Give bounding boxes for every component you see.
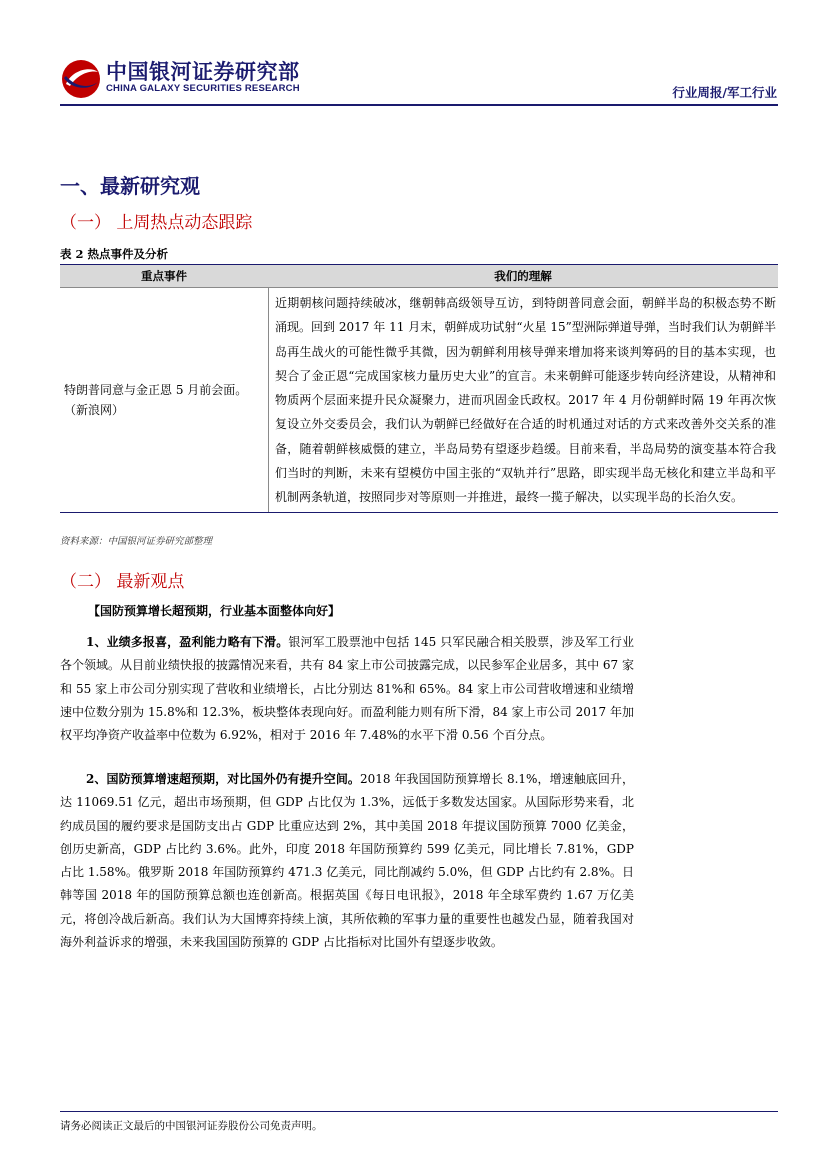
table-cell-analysis: 近期朝核问题持续破冰，继朝韩高级领导互访，到特朗普同意会面，朝鲜半岛的积极态势不断涌现。回到 2017 年 11 月末，朝鲜成功试射“火星 15”型洲际弹道导弹，当时我们认为朝鲜半岛再生战火的可能性微乎其微，因为朝鲜利用核导弹来增加将来谈判筹码的目的基本实现，也契合了金正恩“完成国家核力量历史大业”的宣言。未来朝鲜可能逐步转向经济建设，从精神和物质两个层面来提升民众凝聚力，进而巩固金氏政权。2017 年 4 月份朝鲜时隔 19 年再次恢复设立外交委员会，我们认为朝鲜已经做好在合适的时机通过对话的方式来改善外交关系的准备，随着朝鲜核威慑的建立，半岛局势有望逐步趋缓。目前来看，半岛局势的演变基本符合我们当时的判断，未来有望模仿中国主张的“双轨并行”思路，即实现半岛无核化和建立半岛和平机制两条轨道，按照同步对等原则一并推进，最终一揽子解决，以实现半岛的长治久安。 xyxy=(275,296,776,505)
brand-name-en: CHINA GALAXY SECURITIES RESEARCH xyxy=(106,83,300,94)
galaxy-logo-icon xyxy=(60,58,102,100)
paragraph-defense-budget-lead: 2、国防预算增速超预期，对比国外仍有提升空间。 xyxy=(86,772,360,786)
paragraph-defense-budget xyxy=(60,768,634,954)
footer-disclaimer: 请务必阅读正文最后的中国银河证券股份公司免责声明。 xyxy=(60,1120,323,1132)
paragraph-earnings-lead: 1、业绩多报喜，盈利能力略有下滑。 xyxy=(86,635,289,649)
section-title: 一、最新研究观 xyxy=(60,174,200,198)
hot-events-table xyxy=(60,264,778,513)
header-divider xyxy=(60,104,778,106)
table-row xyxy=(60,288,778,513)
paragraph-earnings-body: 银河军工股票池中包括 145 只军民融合相关股票，涉及军工行业各个领域。从目前业绩快报的披露情况来看，共有 84 家上市公司披露完成，以民参军企业居多，其中 67 家和 55 家上市公司分别实现了营收和业绩增长，占比分别达 81%和 65%。84 家上市公司营收增速和业绩增速中位数分别为 15.8%和 12.3%，板块整体表现向好。而盈利能力则有所下滑，84 家上市公司 2017 年加权平均净资产收益率中位数为 6.92%，相对于 2016 年 7.48%的水平下滑 0.56 个百分点。 xyxy=(60,635,634,743)
footer-divider xyxy=(60,1111,778,1112)
paragraph-earnings xyxy=(60,631,634,747)
brand-name-cn: 中国银河证券研究部 xyxy=(106,60,300,84)
table-source-note: 资料来源：中国银河证券研究部整理 xyxy=(60,536,213,547)
table-header-analysis: 我们的理解 xyxy=(494,269,552,283)
table-cell-event xyxy=(60,288,269,512)
viewpoint-headline: 【国防预算增长超预期，行业基本面整体向好】 xyxy=(88,604,341,618)
subsection-title-latest-views: （二） 最新观点 xyxy=(60,572,185,592)
table-header-event: 重点事件 xyxy=(141,269,187,283)
event-source: （新浪网） xyxy=(64,402,125,417)
paragraph-defense-budget-body: 2018 年我国国防预算增长 8.1%，增速触底回升，达 11069.51 亿元，超出市场预期，但 GDP 占比仅为 1.3%，远低于多数发达国家。从国际形势来看，北约成员国的履约要求是国防支出占 GDP 比重应达到 2%，其中美国 2018 年提议国防预算 7000 亿美金，创历史新高，GDP 占比约 3.6%。此外，印度 2018 年国防预算约 599 亿美元，同比增长 7.81%，GDP 占比 1.58%。俄罗斯 2018 年国防预算约 471.3 亿美元，同比削减约 5.0%，但 GDP 占比约有 2.8%。日韩等国 2018 年的国防预算总额也连创新高。根据英国《每日电讯报》，2018 年全球军费约 1.67 万亿美元，将创冷战后新高。我们认为大国博弈持续上演，其所依赖的军事力量的重要性也越发凸显，随着我国对海外利益诉求的增强，未来我国国防预算的 GDP 占比指标对比国外有望逐步收敛。 xyxy=(60,772,635,950)
event-text: 特朗普同意与金正恩 5 月前会面。 xyxy=(64,382,248,397)
table-header-row xyxy=(60,264,778,288)
page-header xyxy=(0,0,827,110)
report-category: 行业周报/军工行业 xyxy=(672,85,777,100)
subsection-title-hot-events: （一） 上周热点动态跟踪 xyxy=(60,213,253,233)
table-caption: 表 2 热点事件及分析 xyxy=(60,247,169,261)
